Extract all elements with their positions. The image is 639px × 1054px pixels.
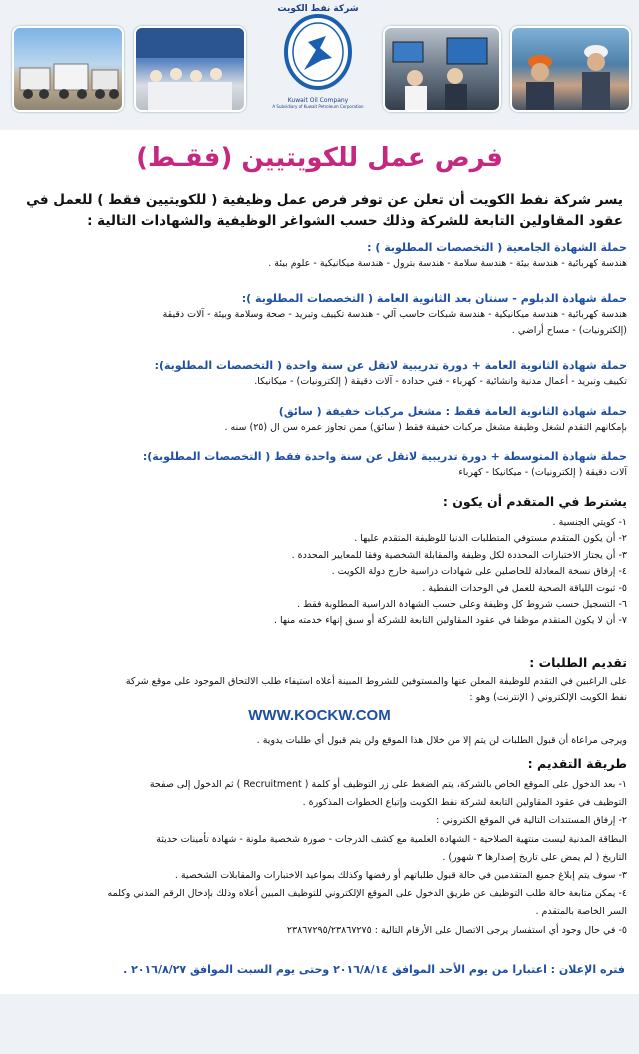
list-item: التوظيف في عقود المقاولين التابعة لشركة نفط الكويت وإتباع الخطوات المذكورة . <box>302 797 627 809</box>
qualification-diploma <box>15 291 627 339</box>
list-item: ٥- في حال وجود أي استفسار يرجى الاتصال على الأرقام التالية : ٢٣٨٦٧٢٩٥/٢٣٨٦٧٢٧٥ <box>286 924 627 936</box>
qualification-specialties: هندسة كهربائية - هندسة بيئة - هندسة سلامة - هندسة بترول - هندسة ميكانيكية - علوم بيئة . <box>268 258 627 269</box>
conditions-heading: يشترط في المتقدم أن يكون : <box>442 494 627 509</box>
qualification-specialties: آلات دقيقة ( إلكترونيات) - ميكانيكا - كهرباء <box>458 467 627 478</box>
qualification-secondary-only <box>15 404 627 436</box>
celebration-illustration <box>136 28 244 110</box>
applications-text <box>15 674 627 706</box>
applications-heading: تقديم الطلبات : <box>529 655 627 670</box>
logo-arabic-name: شركة نفط الكويت <box>277 4 359 14</box>
list-item: ١- كويتي الجنسية . <box>552 517 627 528</box>
page-title: فرص عمل للكويتيين (فقـط) <box>136 143 503 173</box>
list-item: ٤- إرفاق نسخة المعادلة للحاصلين على شهادات دراسية خارج دولة الكويت . <box>331 566 627 578</box>
list-item: ٣- سوف يتم إبلاغ جميع المتقدمين في حالة قبول طلباتهم أو رفضها وكذلك بمواعيد الاختبارات والمقابلات الشخصية . <box>174 870 627 882</box>
qualification-heading: حملة الشهادة الجامعية ( التخصصات المطلوبة ) : <box>367 241 627 254</box>
intro-line: عقود المقاولين التابعة للشركة وذلك حسب الشواغر الوظيفية والشهادات التالية : <box>87 213 623 229</box>
qualification-specialties: بإمكانهم التقدم لشغل وظيفة مشغل مركبات خفيفة فقط ( سائق) ممن تجاوز عمره سن ال (٢٥) سنه . <box>224 422 627 433</box>
qualification-specialties: تكييف وتبريد - أعمال مدنية وانشائية - كهرباء - فني حدادة - آلات دقيقة ( إلكترونيات) - ميكانيكا. <box>254 376 627 387</box>
list-item: ٤- يمكن متابعة حالة طلب التوظيف عن طريق الدخول على الموقع الإلكتروني للتوظيف المبين أعلاه وذلك بإدخال الرقم المدني وكلمه <box>107 888 627 900</box>
intro-paragraph <box>15 190 623 232</box>
text-line: على الراغبين في التقدم للوظيفة المعلن عنها والمستوفين للشروط المبينة أعلاه استيفاء طلب الالتحاق الموجود على موقع شركة <box>125 676 627 687</box>
header-band <box>0 0 639 130</box>
logo-english-name: Kuwait Oil Company <box>287 97 349 104</box>
qualification-heading: حملة شهادة الثانوية العامة + دورة تدريبية لاتقل عن سنة واحدة ( التخصصات المطلوبة): <box>154 359 627 372</box>
list-item: ٥- ثبوت اللياقة الصحية للعمل في الوحدات النفطية . <box>422 582 627 594</box>
advertisement-period: فتره الإعلان : اعتبارا من يوم الأحد الموافق ٢٠١٦/٨/١٤ وحتى يوم السبت الموافق ٢٠١٦/٨/٢٧ . <box>123 963 625 976</box>
list-item: ١- بعد الدخول على الموقع الخاص بالشركة، يتم الضغط على زر التوظيف أو كلمة ( Recruitment ) ثم الدخول إلى صفحة <box>149 779 627 790</box>
qualification-secondary-training <box>15 358 627 390</box>
logo-subtitle: A Subsidiary of Kuwait Petroleum Corporation <box>272 104 364 109</box>
photo-workers <box>510 26 631 112</box>
list-item: ٢- أن يكون المتقدم مستوفي المتطلبات الدنيا للوظيفة المتقدم عليها . <box>354 533 627 545</box>
method-list <box>15 776 627 940</box>
list-item: ٢- إرفاق المستندات التالية في الموقع الكتروني : <box>436 815 627 827</box>
qualification-intermediate <box>15 449 627 481</box>
workers-illustration <box>512 28 629 110</box>
qualification-heading: حملة شهادة الثانوية العامة فقط : مشغل مركبات خفيفة ( سائق) <box>278 405 627 418</box>
photo-celebration <box>134 26 246 112</box>
vehicles-illustration <box>14 28 122 110</box>
qualification-specialties: (إلكترونيات) - مساح أراضي . <box>511 325 627 336</box>
photo-control-room <box>383 26 501 112</box>
footer-band <box>0 994 639 1054</box>
list-item: ٣- أن يجتاز الاختبارات المحددة لكل وظيفة والمقابلة الشخصية وفقا للمعايير المحددة . <box>291 549 627 561</box>
control-room-illustration <box>385 28 499 110</box>
applications-note: ويرجى مراعاة أن قبول الطلبات لن يتم إلا من خلال هذا الموقع ولن يتم قبول أي طلبات يدوية . <box>256 735 627 746</box>
qualification-heading: حملة شهادة المتوسطة + دورة تدريبية لاتقل عن سنة واحدة فقط ( التخصصات المطلوبة): <box>142 450 627 463</box>
list-item: التاريخ ( لم يمض على تاريخ إصدارها ٣ شهور) . <box>442 851 627 863</box>
method-heading: طريقة التقديم : <box>527 756 627 771</box>
list-item: ٧- أن لا يكون المتقدم موظفا في عقود المقاولين التابعة للشركة أو سبق إنهاء خدمته منها . <box>273 615 627 627</box>
list-item: البطاقة المدنية ليست منتهية الصلاحية - الشهادة العلمية مع كشف الدرجات - صورة شخصية ملونة - شهادة تأمينات حديثة <box>156 833 627 845</box>
qualification-specialties: هندسة كهربائية - هندسة ميكانيكية - هندسة شبكات حاسب آلي - هندسة تكييف وتبريد - صحة وسلامة وبيئة - آلات دقيقة <box>162 309 627 320</box>
intro-line: يسر شركة نفط الكويت أن تعلن عن توفر فرص عمل وظيفية ( للكويتيين فقط ) للعمل في <box>26 192 623 208</box>
photo-vehicles <box>12 26 124 112</box>
qualification-university <box>15 240 627 272</box>
kuwait-oil-company-logo <box>268 4 368 126</box>
list-item: ٦- التسجيل حسب شروط كل وظيفة وعلى حسب الشهادة الدراسية المطلوبة فقط . <box>297 599 627 611</box>
conditions-list <box>15 515 627 630</box>
text-line: نفط الكويت الإلكتروني ( الإنترنت) وهو : <box>469 692 627 703</box>
list-item: السر الخاصة بالمتقدم . <box>535 906 627 918</box>
logo-emblem-icon <box>282 14 354 92</box>
qualification-heading: حملة شهادة الدبلوم - سنتان بعد الثانوية العامة ( التخصصات المطلوبة ): <box>241 292 627 305</box>
website-link[interactable]: WWW.KOCKW.COM <box>248 707 391 724</box>
